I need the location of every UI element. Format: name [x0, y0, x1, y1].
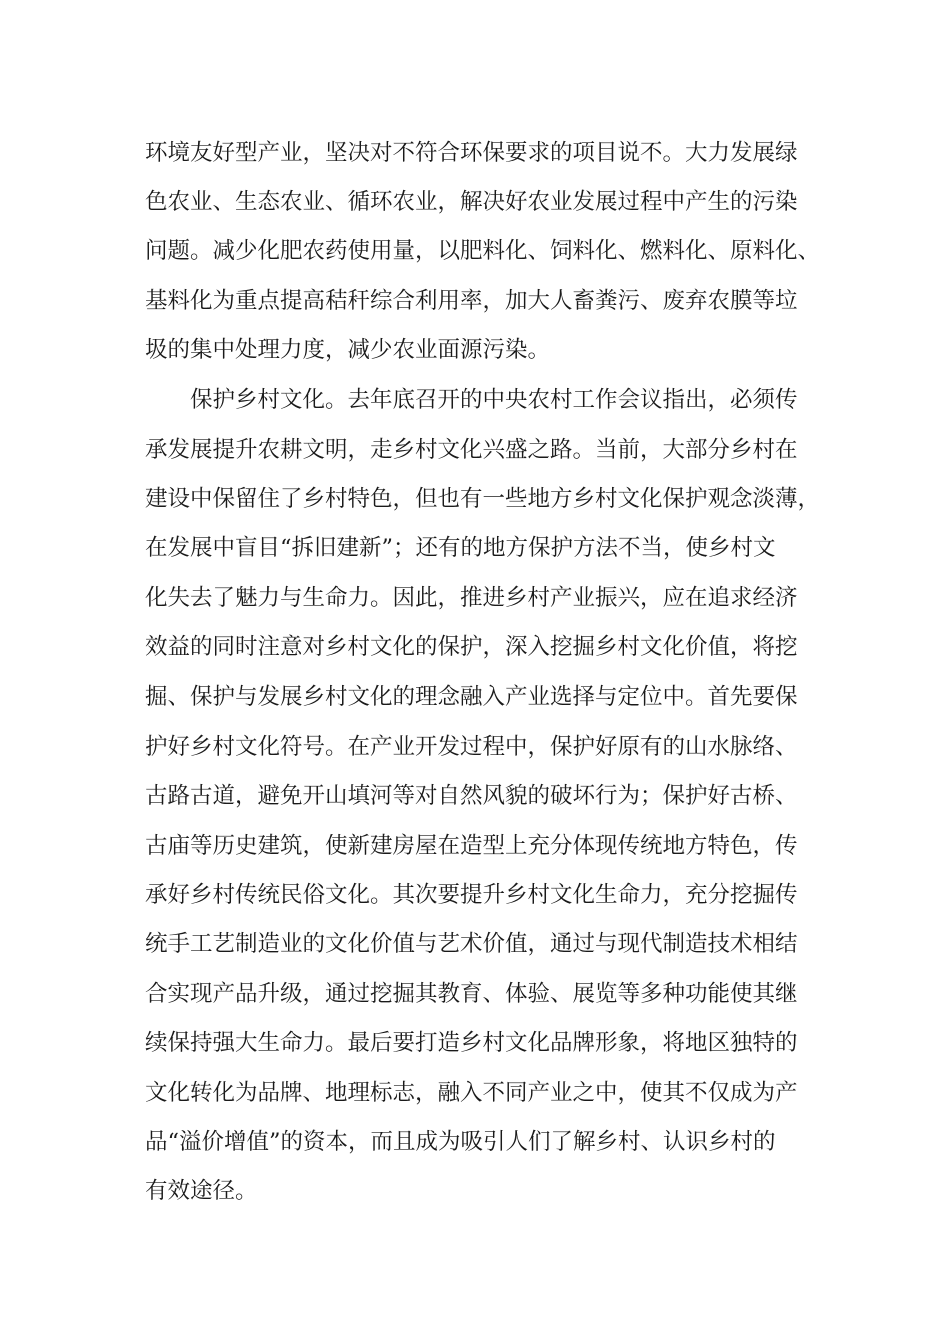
text-line: 合实现产品升级，通过挖掘其教育、体验、展览等多种功能使其继 — [145, 981, 798, 1007]
text-line: 品“溢价增值”的资本，而且成为吸引人们了解乡村、认识乡村的 — [145, 1129, 776, 1155]
text-line: 续保持强大生命力。最后要打造乡村文化品牌形象，将地区独特的 — [145, 1030, 798, 1056]
text-line: 古庙等历史建筑，使新建房屋在造型上充分体现传统地方特色，传 — [145, 833, 798, 859]
text-line: 护好乡村文化符号。在产业开发过程中，保护好原有的山水脉络、 — [145, 734, 798, 760]
text-line: 基料化为重点提高秸秆综合利用率，加大人畜粪污、废弃农膜等垃 — [145, 288, 798, 314]
text-line: 建设中保留住了乡村特色，但也有一些地方乡村文化保护观念淡薄， — [145, 486, 821, 512]
text-line: 圾的集中处理力度，减少农业面源污染。 — [145, 337, 551, 363]
text-line: 古路古道，避免开山填河等对自然风貌的破坏行为；保护好古桥、 — [145, 783, 798, 809]
text-line: 文化转化为品牌、地理标志，融入不同产业之中，使其不仅成为产 — [145, 1080, 798, 1106]
text-line: 在发展中盲目“拆旧建新”；还有的地方保护方法不当，使乡村文 — [145, 535, 776, 561]
paragraph-start-line: 保护乡村文化。去年底召开的中央农村工作会议指出，必须传 — [190, 387, 798, 413]
text-line: 统手工艺制造业的文化价值与艺术价值，通过与现代制造技术相结 — [145, 931, 798, 957]
text-line: 有效途径。 — [145, 1178, 258, 1204]
text-line: 承好乡村传统民俗文化。其次要提升乡村文化生命力，充分挖掘传 — [145, 882, 798, 908]
text-line: 承发展提升农耕文明，走乡村文化兴盛之路。当前，大部分乡村在 — [145, 437, 798, 463]
text-line: 环境友好型产业，坚决对不符合环保要求的项目说不。大力发展绿 — [145, 140, 798, 166]
text-line: 问题。减少化肥农药使用量，以肥料化、饲料化、燃料化、原料化、 — [145, 238, 821, 264]
text-line: 化失去了魅力与生命力。因此，推进乡村产业振兴，应在追求经济 — [145, 585, 798, 611]
text-line: 掘、保护与发展乡村文化的理念融入产业选择与定位中。首先要保 — [145, 684, 798, 710]
text-line: 效益的同时注意对乡村文化的保护，深入挖掘乡村文化价值，将挖 — [145, 634, 798, 660]
text-line: 色农业、生态农业、循环农业，解决好农业发展过程中产生的污染 — [145, 189, 798, 215]
